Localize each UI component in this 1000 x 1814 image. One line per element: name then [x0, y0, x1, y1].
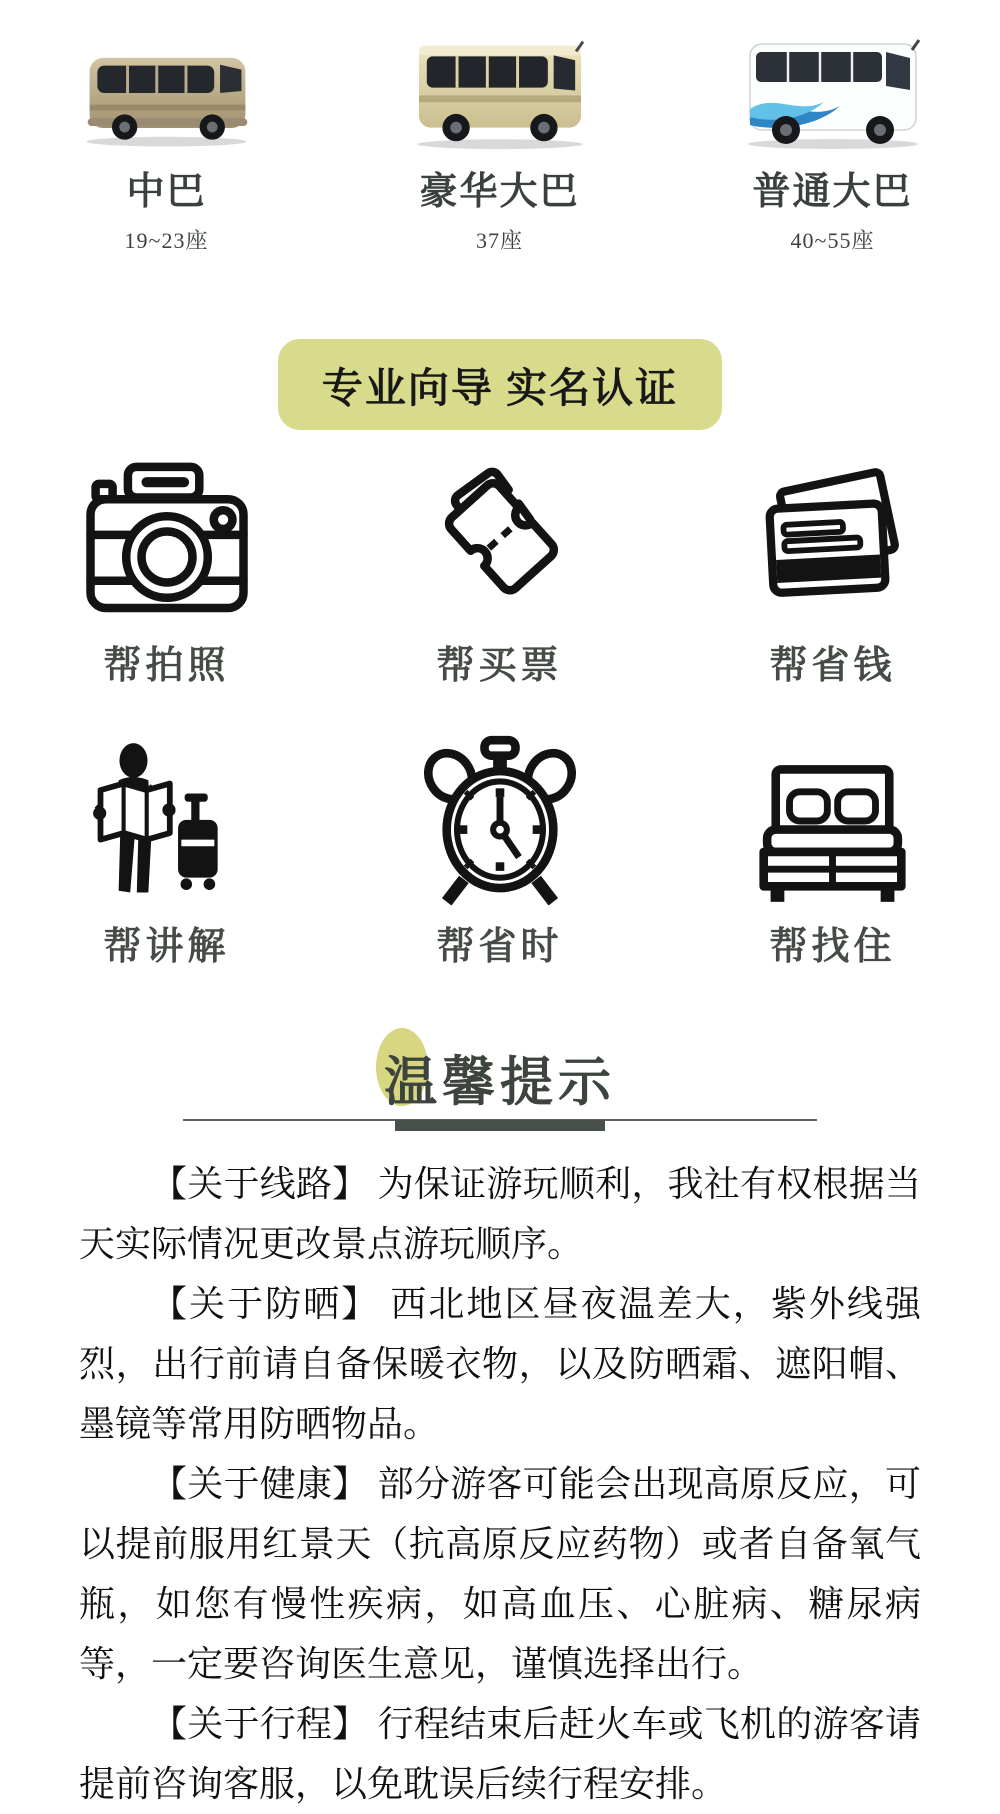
service-label: 帮找住 [769, 926, 896, 968]
service-save-time [333, 735, 666, 970]
bus-item-standard-coach [666, 30, 999, 255]
service-label: 帮省钱 [769, 645, 896, 687]
service-find-lodging [666, 735, 999, 970]
bus-name: 普通大巴 [752, 171, 913, 213]
tour-guide-icon [84, 735, 249, 907]
alarm-clock-icon [414, 735, 586, 907]
tips-header [0, 1040, 1000, 1112]
tips-divider [0, 1119, 1000, 1132]
divider-bar [395, 1120, 605, 1131]
tip-paragraph-health: 【关于健康】 部分游客可能会出现高原反应，可以提前服用红景天（抗高原反应药物）或者自备氧气瓶，如您有慢性疾病，如高血压、心脏病、糖尿病等，一定要咨询医生意见，谨慎选择出行。 [79, 1464, 921, 1684]
double-bed-icon [740, 735, 925, 907]
bus-fleet-section [0, 0, 1000, 255]
bank-cards-icon [750, 454, 915, 626]
service-guide-explain [0, 735, 333, 970]
service-label: 帮讲解 [103, 926, 230, 968]
tip-paragraph-itinerary: 【关于行程】 行程结束后赶火车或飞机的游客请提前咨询客服，以免耽误后续行程安排。 [79, 1704, 921, 1804]
minibus-image [74, 30, 259, 152]
bus-seats: 37座 [475, 228, 523, 253]
guide-badge [278, 339, 722, 430]
camera-icon [82, 454, 252, 626]
services-section [0, 454, 1000, 970]
service-photo [0, 454, 333, 689]
service-label: 帮拍照 [103, 645, 230, 687]
tickets-icon [415, 454, 585, 626]
standard-coach-image [738, 30, 928, 152]
service-label: 帮买票 [436, 645, 563, 687]
luxury-coach-image [405, 30, 595, 152]
bus-seats: 40~55座 [790, 228, 875, 253]
bus-item-luxury-coach [333, 30, 666, 255]
tips-title: 温馨提示 [384, 1054, 616, 1112]
bus-name: 中巴 [126, 171, 207, 213]
service-save-money [666, 454, 999, 689]
tip-paragraph-route: 【关于线路】 为保证游玩顺利，我社有权根据当天实际情况更改景点游玩顺序。 [79, 1164, 921, 1264]
tip-paragraph-sunscreen: 【关于防晒】 西北地区昼夜温差大，紫外线强烈，出行前请自备保暖衣物，以及防晒霜、遮阳帽、墨镜等常用防晒物品。 [79, 1284, 921, 1444]
tips-section [0, 1040, 1000, 1814]
tips-body [79, 1154, 921, 1814]
service-label: 帮省时 [436, 926, 563, 968]
guide-badge-label: 专业向导 实名认证 [321, 365, 679, 411]
bus-seats: 19~23座 [124, 228, 209, 253]
bus-name: 豪华大巴 [419, 171, 580, 213]
bus-item-minibus [0, 30, 333, 255]
service-tickets [333, 454, 666, 689]
